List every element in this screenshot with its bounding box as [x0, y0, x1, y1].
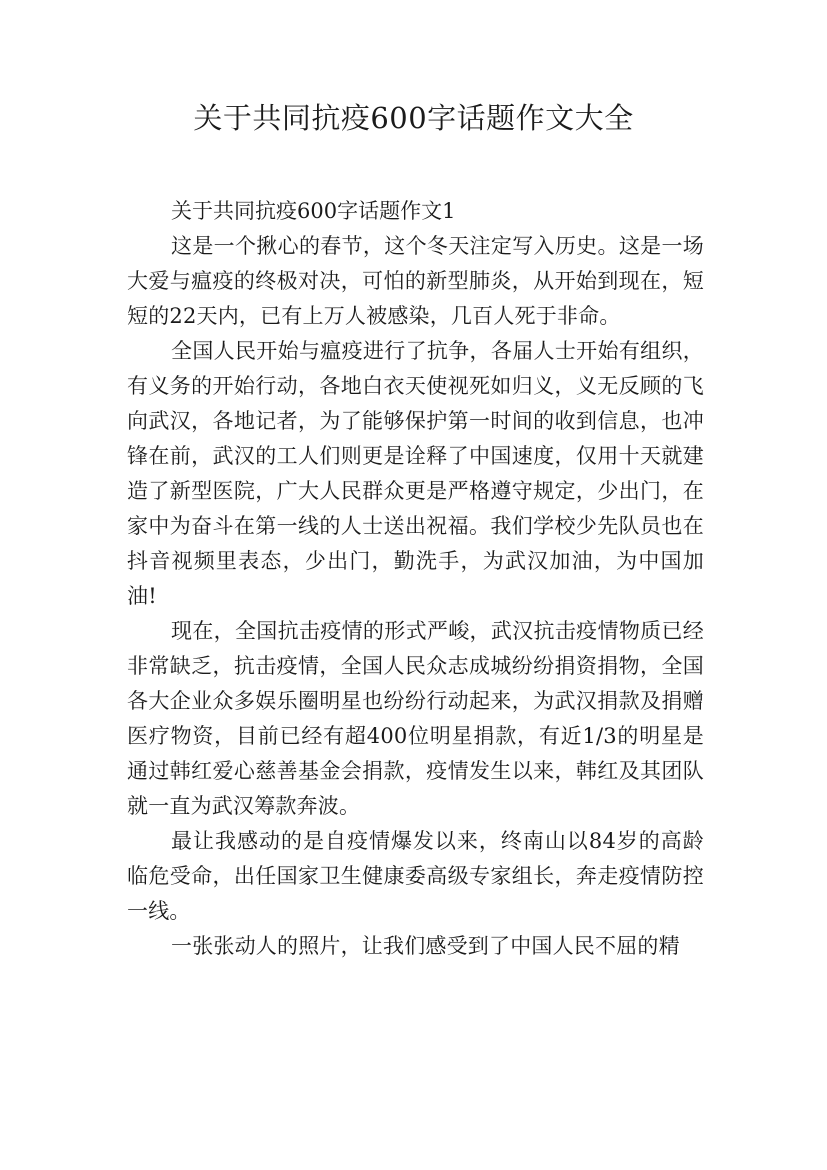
paragraph: 一张张动人的照片，让我们感受到了中国人民不屈的精	[171, 934, 680, 958]
essay-subtitle: 关于共同抗疫600字话题作文1	[171, 199, 456, 223]
paragraph: 最让我感动的是自疫情爆发以来，终南山以84岁的高龄临危受命，出任国家卫生健康委高级专家组长，奔走疫情防控一线。	[127, 829, 704, 923]
document-title: 关于共同抗疫600字话题作文大全	[193, 101, 634, 135]
paragraph: 现在，全国抗击疫情的形式严峻，武汉抗击疫情物质已经非常缺乏，抗击疫情，全国人民众志成城纷纷捐资捐物，全国各大企业众多娱乐圈明星也纷纷行动起来，为武汉捐款及捐赠医疗物资，目前已经有超400位明星捐款，有近1/3的明星是通过韩红爱心慈善基金会捐款，疫情发生以来，韩红及其团队就一直为武汉筹款奔波。	[127, 619, 704, 818]
paragraph: 全国人民开始与瘟疫进行了抗争，各届人士开始有组织，有义务的开始行动，各地白衣天使视死如归义，义无反顾的飞向武汉，各地记者，为了能够保护第一时间的收到信息，也冲锋在前，武汉的工人们则更是诠释了中国速度，仅用十天就建造了新型医院，广大人民群众更是严格遵守规定，少出门，在家中为奋斗在第一线的人士送出祝福。我们学校少先队员也在抖音视频里表态，少出门，勤洗手，为武汉加油，为中国加油!	[127, 339, 704, 608]
paragraph: 这是一个揪心的春节，这个冬天注定写入历史。这是一场大爱与瘟疫的终极对决，可怕的新型肺炎，从开始到现在，短短的22天内，已有上万人被感染，几百人死于非命。	[127, 234, 704, 328]
document-body	[127, 194, 704, 964]
